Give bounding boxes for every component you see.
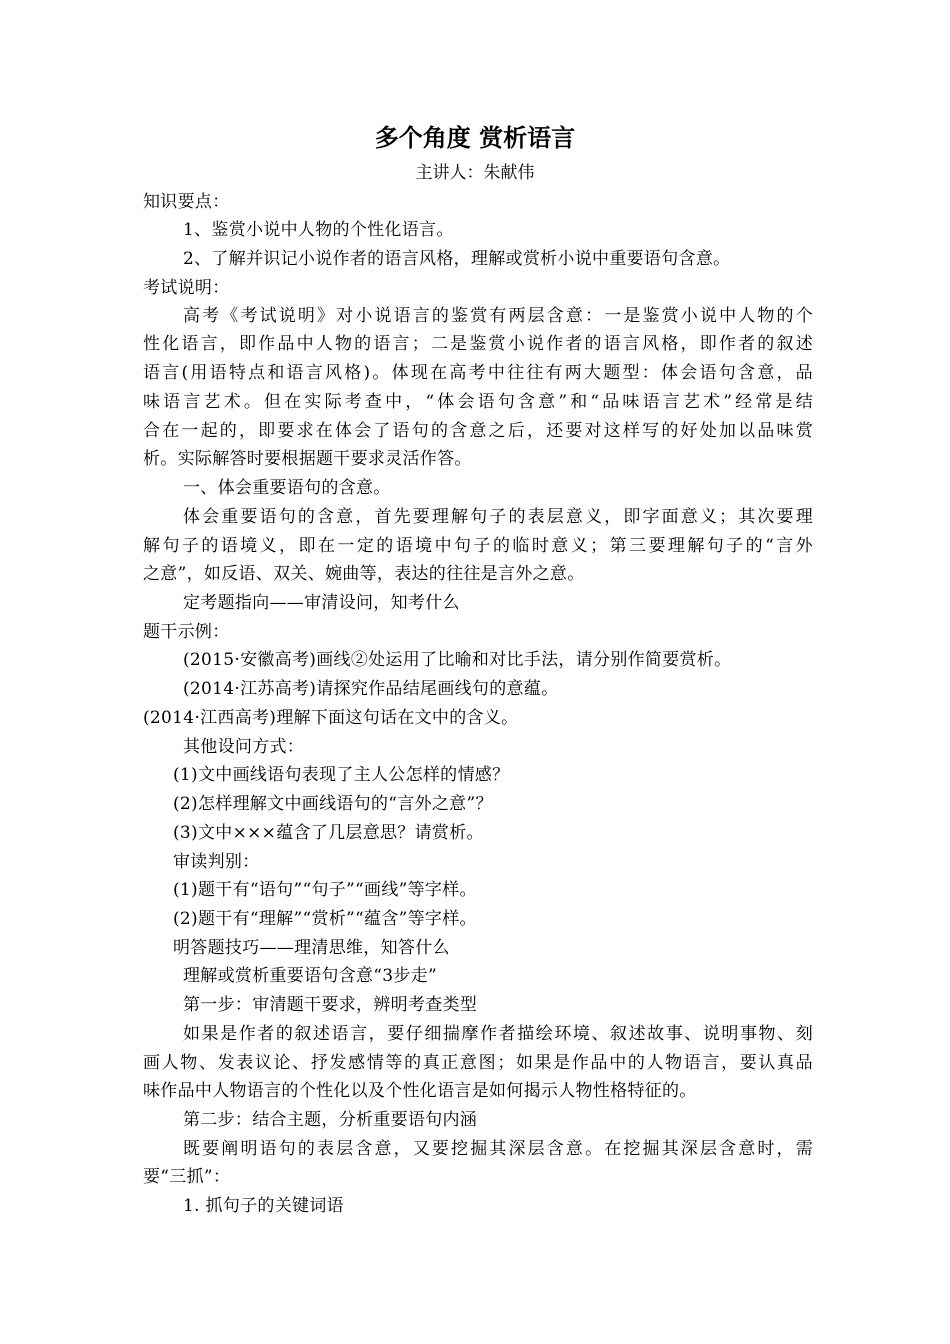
lecturer-line: 主讲人：朱献伟: [415, 163, 535, 183]
text-line: 1. 抓句子的关键词语: [183, 1196, 344, 1216]
text-line: 语言(用语特点和语言风格)。体现在高考中往往有两大题型：体会语句含意，品: [143, 363, 813, 383]
text-line: 体会重要语句的含意，首先要理解句子的表层意义，即字面意义；其次要理: [183, 507, 813, 527]
text-line: 理解或赏析重要语句含意“3步走”: [183, 966, 437, 986]
text-line: (1)题干有“语句”“句子”“画线”等字样。: [173, 880, 477, 900]
text-line: (2)题干有“理解”“赏析”“蕴含”等字样。: [173, 909, 477, 929]
text-line: (3)文中×××蕴含了几层意思？请赏析。: [173, 823, 484, 843]
text-line: 高考《考试说明》对小说语言的鉴赏有两层含意：一是鉴赏小说中人物的个: [183, 306, 813, 326]
text-line: 审读判别：: [173, 852, 260, 872]
text-line: 既要阐明语句的表层含意，又要挖掘其深层含意。在挖掘其深层含意时，需: [183, 1139, 813, 1159]
text-line: 定考题指向——审清设问，知考什么: [183, 593, 460, 613]
text-line: 一、体会重要语句的含意。: [183, 478, 391, 498]
text-line: (2015·安徽高考)画线②处运用了比喻和对比手法，请分别作简要赏析。: [183, 650, 732, 670]
text-line: (1)文中画线语句表现了主人公怎样的情感？: [173, 765, 510, 785]
text-line: 明答题技巧——理清思维，知答什么: [173, 938, 450, 958]
document-title: 多个角度 赏析语言: [374, 123, 576, 152]
text-line: 析。实际解答时要根据题干要求灵活作答。: [143, 449, 472, 469]
text-line: 第二步：结合主题，分析重要语句内涵: [183, 1110, 478, 1130]
text-line: 合在一起的，即要求在体会了语句的含意之后，还要对这样写的好处加以品味赏: [143, 421, 813, 441]
text-line: 性化语言，即作品中人物的语言；二是鉴赏小说作者的语言风格，即作者的叙述: [143, 334, 813, 354]
text-line: (2014·江西高考)理解下面这句话在文中的含义。: [143, 708, 519, 728]
text-line: 题干示例：: [143, 622, 230, 642]
text-line: 知识要点：: [143, 192, 230, 212]
text-line: 2、了解并识记小说作者的语言风格，理解或赏析小说中重要语句含意。: [183, 249, 731, 269]
text-line: 画人物、发表议论、抒发感情等的真正意图；如果是作品中的人物语言，要认真品: [143, 1053, 813, 1073]
text-line: 考试说明：: [143, 278, 230, 298]
text-line: 之意”，如反语、双关、婉曲等，表达的往往是言外之意。: [143, 564, 585, 584]
text-line: 味作品中人物语言的个性化以及个性化语言是如何揭示人物性格特征的。: [143, 1081, 697, 1101]
text-line: 1、鉴赏小说中人物的个性化语言。: [183, 220, 454, 240]
text-line: 味语言艺术。但在实际考查中，“体会语句含意”和“品味语言艺术”经常是结: [143, 392, 813, 412]
text-line: (2014·江苏高考)请探究作品结尾画线句的意蕴。: [183, 679, 559, 699]
text-line: 其他设问方式：: [183, 737, 305, 757]
text-line: 要“三抓”：: [143, 1167, 231, 1187]
text-line: 解句子的语境义，即在一定的语境中句子的临时意义；第三要理解句子的“言外: [143, 536, 813, 556]
text-line: 如果是作者的叙述语言，要仔细揣摩作者描绘环境、叙述故事、说明事物、刻: [183, 1024, 813, 1044]
text-line: 第一步：审清题干要求，辨明考查类型: [183, 995, 478, 1015]
text-line: (2)怎样理解文中画线语句的“言外之意”？: [173, 794, 493, 814]
